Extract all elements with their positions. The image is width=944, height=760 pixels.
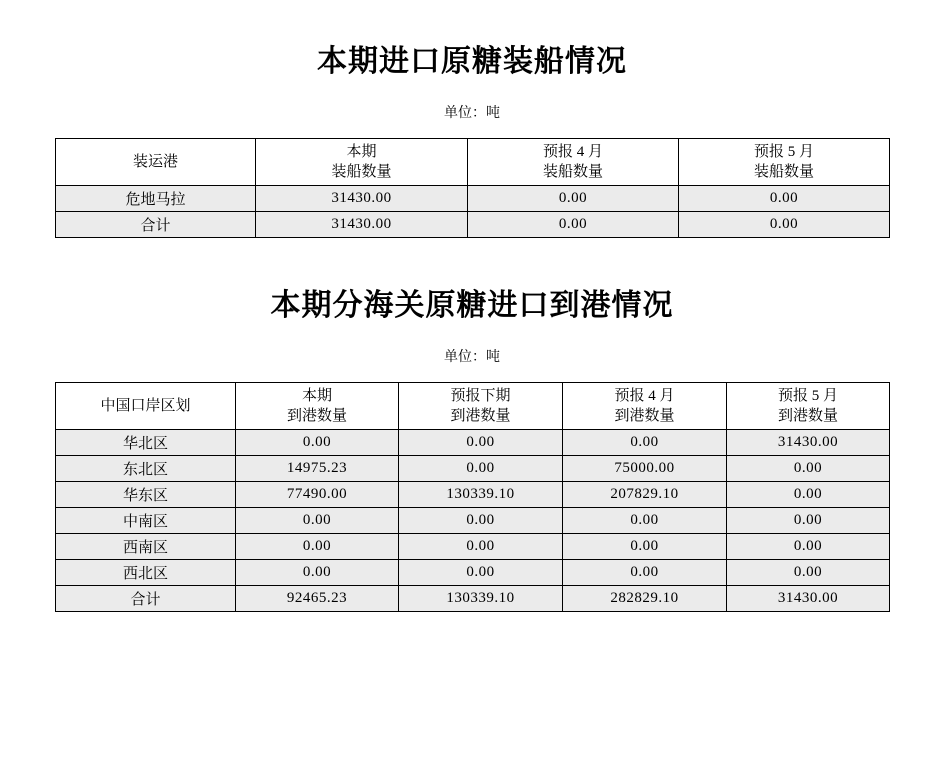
cell-region: 西北区 xyxy=(56,560,236,586)
cell-forecast-may-arrival: 0.00 xyxy=(727,456,890,482)
cell-current-arrival: 0.00 xyxy=(236,508,399,534)
cell-forecast-april-arrival: 75000.00 xyxy=(563,456,727,482)
cell-port: 合计 xyxy=(56,212,256,238)
table-header-row xyxy=(56,383,890,430)
column-header-line1: 预报 4 月 xyxy=(614,387,675,404)
column-header-line1: 中国口岸区划 xyxy=(100,397,191,414)
column-header-port xyxy=(56,139,256,186)
cell-forecast-may-shipment: 0.00 xyxy=(679,212,890,238)
cell-region: 西南区 xyxy=(56,534,236,560)
column-header-customs-region xyxy=(56,383,236,430)
column-header-line1: 本期 xyxy=(346,143,377,160)
column-header-line2: 装船数量 xyxy=(753,164,814,180)
column-header-current-arrival xyxy=(236,383,399,430)
table-row xyxy=(56,186,890,212)
cell-forecast-april-shipment: 0.00 xyxy=(468,186,679,212)
cell-forecast-next-arrival: 0.00 xyxy=(399,534,563,560)
cell-region: 华北区 xyxy=(56,430,236,456)
shipment-section-title: 本期进口原糖装船情况 xyxy=(317,45,627,78)
arrival-unit-label: 单位：吨 xyxy=(444,350,500,365)
cell-current-arrival: 77490.00 xyxy=(236,482,399,508)
cell-region: 东北区 xyxy=(56,456,236,482)
table-row-total xyxy=(56,586,890,612)
cell-current-arrival: 0.00 xyxy=(236,534,399,560)
table-row xyxy=(56,456,890,482)
cell-region: 华东区 xyxy=(56,482,236,508)
column-header-forecast-next-arrival xyxy=(399,383,563,430)
column-header-forecast-may-arrival xyxy=(727,383,890,430)
cell-current-arrival: 0.00 xyxy=(236,560,399,586)
cell-current-arrival: 14975.23 xyxy=(236,456,399,482)
cell-forecast-april-arrival: 282829.10 xyxy=(563,586,727,612)
cell-current-shipment: 31430.00 xyxy=(256,212,468,238)
column-header-line2: 到港数量 xyxy=(450,408,511,424)
table-row xyxy=(56,560,890,586)
column-header-line2: 到港数量 xyxy=(777,408,838,424)
column-header-line2: 到港数量 xyxy=(286,408,347,424)
column-header-line1: 预报下期 xyxy=(450,387,511,404)
shipment-table-container xyxy=(0,138,944,238)
cell-region: 合计 xyxy=(56,586,236,612)
cell-forecast-may-arrival: 0.00 xyxy=(727,534,890,560)
column-header-line1: 预报 4 月 xyxy=(542,143,603,160)
cell-forecast-may-arrival: 31430.00 xyxy=(727,430,890,456)
cell-forecast-april-arrival: 0.00 xyxy=(563,508,727,534)
cell-forecast-may-shipment: 0.00 xyxy=(679,186,890,212)
cell-forecast-may-arrival: 0.00 xyxy=(727,560,890,586)
column-header-line1: 预报 5 月 xyxy=(777,387,838,404)
cell-forecast-next-arrival: 0.00 xyxy=(399,508,563,534)
cell-forecast-april-arrival: 207829.10 xyxy=(563,482,727,508)
cell-current-arrival: 0.00 xyxy=(236,430,399,456)
cell-forecast-next-arrival: 0.00 xyxy=(399,560,563,586)
column-header-line1: 装运港 xyxy=(132,153,178,170)
cell-forecast-april-arrival: 0.00 xyxy=(563,430,727,456)
cell-forecast-april-arrival: 0.00 xyxy=(563,560,727,586)
cell-forecast-april-arrival: 0.00 xyxy=(563,534,727,560)
cell-region: 中南区 xyxy=(56,508,236,534)
table-row xyxy=(56,482,890,508)
arrival-table xyxy=(55,382,890,612)
column-header-forecast-april-arrival xyxy=(563,383,727,430)
shipment-unit-label: 单位：吨 xyxy=(444,106,500,121)
column-header-line2: 装船数量 xyxy=(331,164,392,180)
shipment-table xyxy=(55,138,890,238)
cell-forecast-next-arrival: 0.00 xyxy=(399,456,563,482)
column-header-line1: 本期 xyxy=(301,387,332,404)
cell-forecast-may-arrival: 0.00 xyxy=(727,508,890,534)
column-header-forecast-may-shipment xyxy=(679,139,890,186)
column-header-line2: 装船数量 xyxy=(542,164,603,180)
cell-forecast-april-shipment: 0.00 xyxy=(468,212,679,238)
cell-port: 危地马拉 xyxy=(56,186,256,212)
table-row xyxy=(56,534,890,560)
cell-forecast-may-arrival: 31430.00 xyxy=(727,586,890,612)
cell-forecast-may-arrival: 0.00 xyxy=(727,482,890,508)
cell-forecast-next-arrival: 130339.10 xyxy=(399,482,563,508)
table-row-total xyxy=(56,212,890,238)
column-header-forecast-april-shipment xyxy=(468,139,679,186)
cell-current-shipment: 31430.00 xyxy=(256,186,468,212)
table-row xyxy=(56,508,890,534)
column-header-line1: 预报 5 月 xyxy=(753,143,814,160)
cell-forecast-next-arrival: 0.00 xyxy=(399,430,563,456)
arrival-section-title: 本期分海关原糖进口到港情况 xyxy=(270,289,674,322)
table-row xyxy=(56,430,890,456)
cell-current-arrival: 92465.23 xyxy=(236,586,399,612)
cell-forecast-next-arrival: 130339.10 xyxy=(399,586,563,612)
column-header-line2: 到港数量 xyxy=(614,408,675,424)
column-header-current-shipment xyxy=(256,139,468,186)
table-header-row xyxy=(56,139,890,186)
arrival-table-container xyxy=(0,382,944,612)
